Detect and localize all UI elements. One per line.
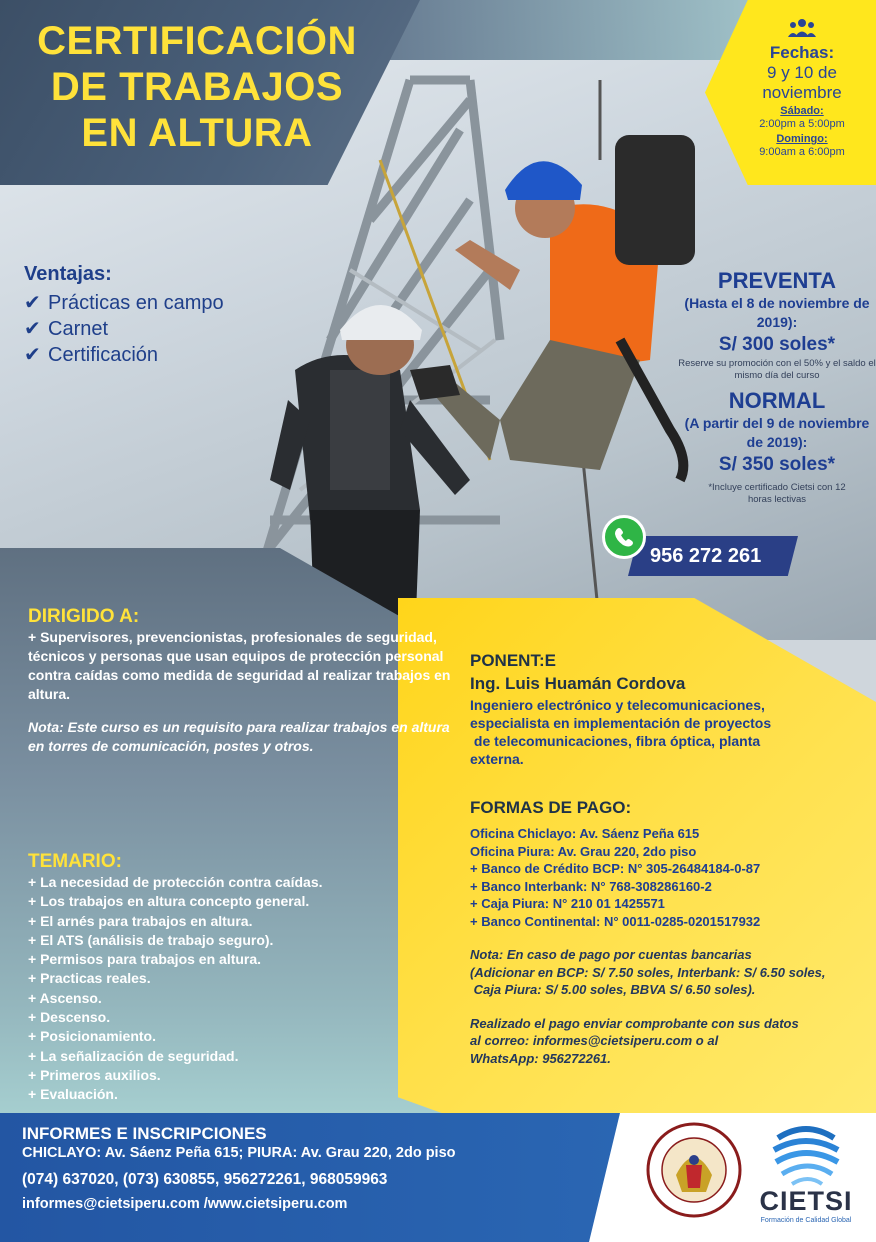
preventa-period: (Hasta el 8 de noviembre de 2019):: [684, 295, 870, 330]
fechas-dates: 9 y 10 de noviembre: [762, 63, 842, 102]
list-item: + Permisos para trabajos en altura.: [28, 951, 262, 968]
dirigido-title: DIRIGIDO A:: [28, 606, 140, 627]
check-icon: ✔: [24, 318, 41, 340]
pago-envio: Realizado el pago enviar comprobante con sus datos al correo: informes@cietsiperu.com o al WhatsApp: 956272261.: [470, 1015, 799, 1066]
pago-line: Oficina Piura: Av. Grau 220, 2do piso: [470, 843, 697, 859]
domingo-hours: 9:00am a 6:00pm: [759, 146, 845, 158]
list-item: + Primeros auxilios.: [28, 1066, 161, 1083]
pago-line: + Banco Continental: N° 0011-0285-0201517932: [470, 913, 761, 929]
dirigido-section: [28, 606, 458, 756]
ponente-section: [470, 650, 870, 768]
footer-heading: INFORMES E INSCRIPCIONES: [22, 1124, 267, 1143]
cietsi-wordmark: CIETSI: [759, 1186, 853, 1216]
list-item: + Descenso.: [28, 1009, 111, 1026]
pago-nota: Nota: En caso de pago por cuentas bancarias (Adicionar en BCP: S/ 7.50 soles, Interbank: S/ 6.50 soles, Caja Piura: S/ 5.00 soles, BBVA S/ 6.50 soles).: [470, 947, 826, 997]
fechas-label: Fechas:: [769, 43, 835, 62]
list-item: [24, 342, 234, 368]
ventajas-title: Ventajas:: [24, 263, 112, 285]
normal-title: NORMAL: [728, 388, 826, 413]
preventa-title: PREVENTA: [717, 268, 837, 293]
pago-line: + Banco de Crédito BCP: N° 305-26484184-0-87: [470, 861, 761, 876]
price-footnote: *Incluye certificado Cietsi con 12 horas lectivas: [708, 482, 846, 505]
check-icon: ✔: [24, 344, 41, 366]
list-item: + Evaluación.: [28, 1086, 118, 1103]
dirigido-nota: Nota: Este curso es un requisito para realizar trabajos en altura en torres de comunicación, postes y otros.: [28, 719, 450, 754]
list-item: + Ascenso.: [28, 989, 102, 1006]
normal-period: (A partir del 9 de noviembre de 2019):: [684, 415, 870, 450]
people-icon: [788, 18, 816, 38]
ponente-title: PONENT:E: [470, 651, 556, 670]
whatsapp-icon: [602, 515, 646, 559]
list-item: + La necesidad de protección contra caídas.: [28, 874, 323, 890]
whatsapp-number[interactable]: 956 272 261: [650, 545, 762, 567]
list-item: + Posicionamiento.: [28, 1028, 156, 1045]
temario-title: TEMARIO:: [28, 851, 122, 872]
temario-section: [28, 851, 458, 1105]
preventa-note: Reserve su promoción con el 50% y el saldo el mismo día del curso: [678, 358, 876, 381]
list-item-label: Carnet: [48, 318, 109, 340]
domingo-label: Domingo:: [776, 133, 828, 145]
list-item-label: Prácticas en campo: [48, 292, 224, 314]
sabado-label: Sábado:: [780, 105, 824, 117]
globe-icon: [774, 1129, 838, 1184]
sabado-hours: 2:00pm a 5:00pm: [759, 118, 845, 130]
pago-line: + Caja Piura: N° 210 01 1425571: [470, 896, 665, 911]
prices-block: [678, 268, 876, 506]
cietsi-logo: [746, 1118, 866, 1226]
dirigido-text: + Supervisores, prevencionistas, profesionales de seguridad, técnicos y personas que usan equipos de protección personal contra caídas como medida de seguridad al realizar trabajos en altura.: [28, 629, 451, 702]
upper-climber: [410, 135, 695, 480]
page-title: [22, 18, 372, 156]
list-item: [24, 290, 234, 316]
check-icon: ✔: [24, 292, 41, 314]
footer-email-web[interactable]: informes@cietsiperu.com /www.cietsiperu.com: [22, 1196, 348, 1212]
preventa-price: S/ 300 soles*: [718, 334, 836, 355]
list-item: + El ATS (análisis de trabajo seguro).: [28, 931, 274, 948]
list-item: + El arnés para trabajos en altura.: [28, 912, 253, 929]
title-line: CERTIFICACIÓN: [37, 19, 357, 63]
footer-address: CHICLAYO: Av. Sáenz Peña 615; PIURA: Av. Grau 220, 2do piso: [22, 1145, 456, 1161]
title-line: DE TRABAJOS: [50, 65, 344, 109]
cietsi-tagline: Formación de Calidad Global: [760, 1217, 852, 1224]
pago-section: [470, 797, 870, 1067]
list-item: + La señalización de seguridad.: [28, 1047, 239, 1064]
pago-line: + Banco Interbank: N° 768-308286160-2: [470, 878, 712, 894]
list-item: + Practicas reales.: [28, 970, 151, 987]
list-item: [24, 316, 234, 342]
pago-title: FORMAS DE PAGO:: [470, 798, 632, 817]
ponente-description: Ingeniero electrónico y telecomunicaciones, especialista en implementación de proyectos de telecomunicaciones, fibra óptica, planta externa.: [470, 697, 772, 767]
ventajas-list: [24, 263, 234, 368]
list-item-label: Certificación: [48, 344, 159, 366]
pago-line: Oficina Chiclayo: Av. Sáenz Peña 615: [470, 826, 700, 841]
ponente-name: Ing. Luis Huamán Cordova: [470, 674, 686, 693]
normal-price: S/ 350 soles*: [718, 454, 836, 475]
dates-content: [730, 18, 874, 159]
footer-contact: [22, 1124, 612, 1216]
title-line: EN ALTURA: [81, 111, 313, 155]
footer-phones[interactable]: (074) 637020, (073) 630855, 956272261, 968059963: [22, 1171, 388, 1188]
unt-logo: [646, 1120, 742, 1220]
list-item: + Los trabajos en altura concepto general.: [28, 893, 310, 910]
